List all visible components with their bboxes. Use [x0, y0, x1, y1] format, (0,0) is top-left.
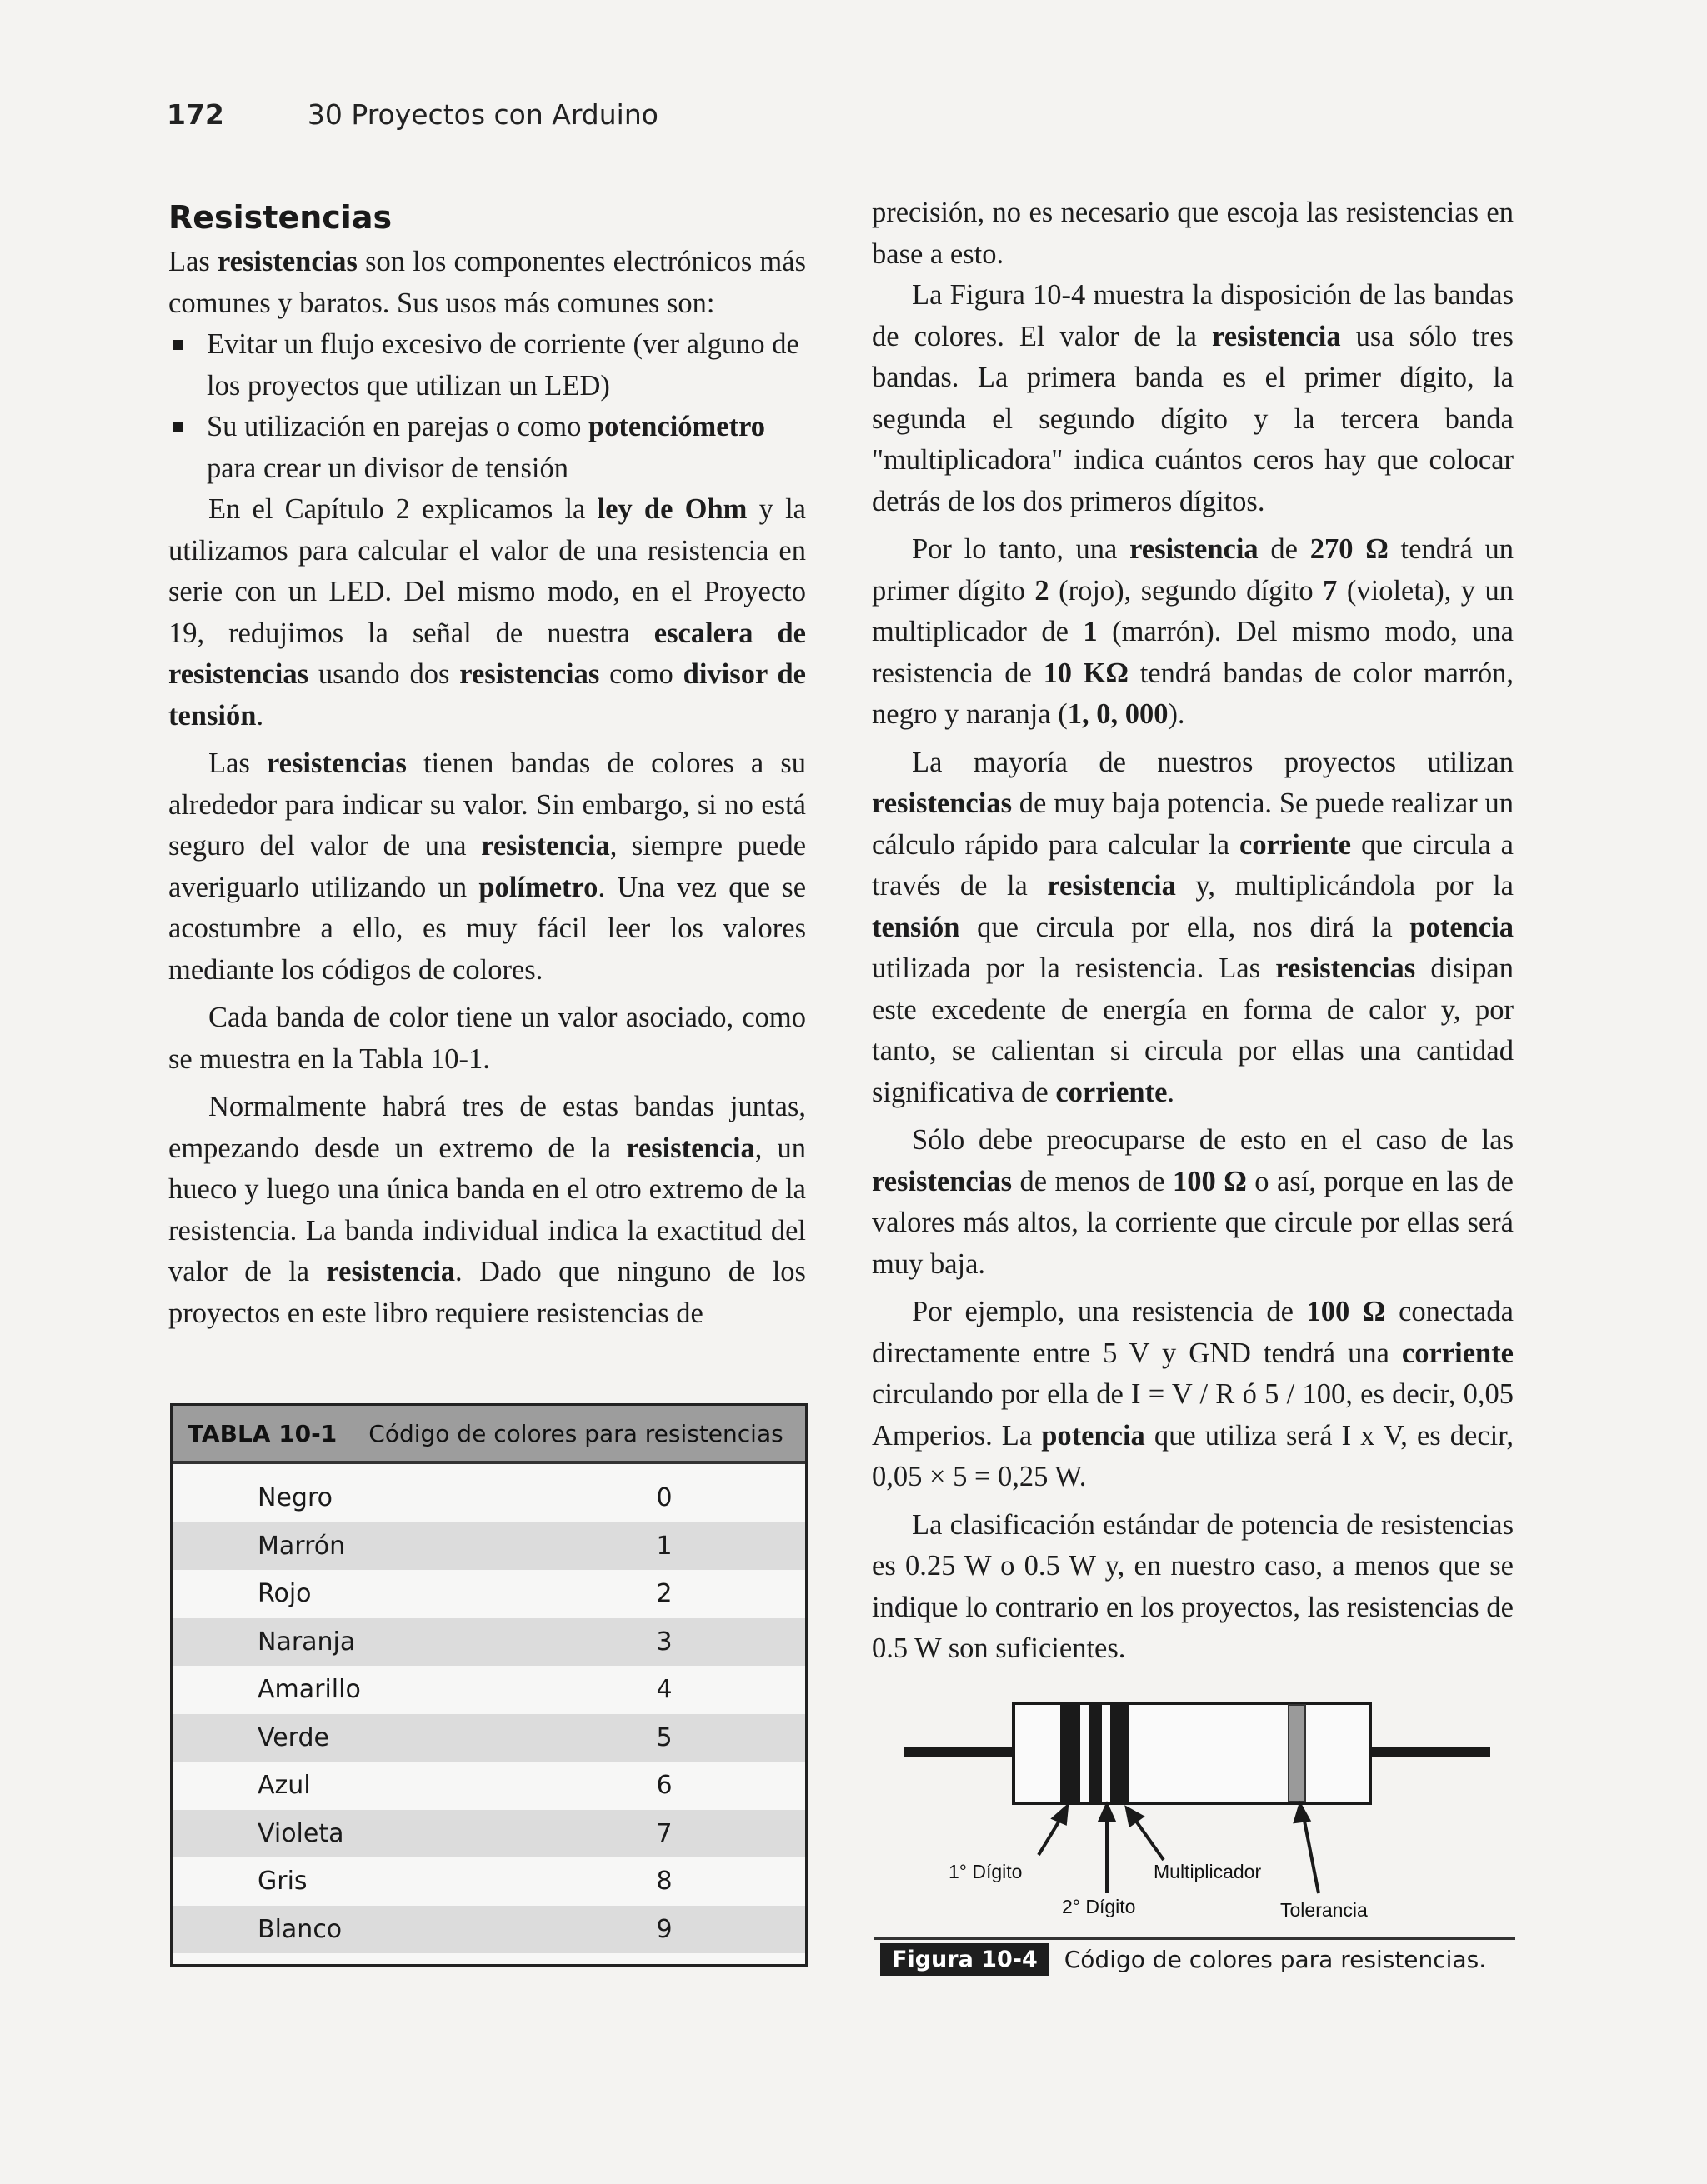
- list-item: Evitar un flujo excesivo de corriente (ver alguno de los proyectos que utilizan un LED): [168, 324, 806, 407]
- bold-term: resistencia: [626, 1132, 755, 1164]
- body-paragraph: Por ejemplo, una resistencia de 100 Ω conectada directamente entre 5 V y GND tendrá una corriente circulando por ella de I = V / R ó 5 / 100, es decir, 0,05 Amperios. La potencia que utiliza será I x V, es decir, 0,05 × 5 = 0,25 W.: [872, 1296, 1514, 1492]
- figure-label: Figura 10-4: [880, 1943, 1049, 1976]
- bullet-square-icon: [173, 340, 183, 350]
- running-header: [167, 98, 658, 131]
- left-column: [168, 197, 806, 1334]
- body-paragraph: La clasificación estándar de potencia de resistencias es 0.25 W o 0.5 W y, en nuestro caso, a menos que se indique lo contrario en los proyectos, las resistencias de 0.5 W son suficientes.: [872, 1508, 1514, 1664]
- bold-term: tensión: [872, 911, 960, 943]
- band-second-digit: [1089, 1705, 1102, 1802]
- arrow-tolerance: [1304, 1817, 1319, 1893]
- label-multiplier: Multiplicador: [1154, 1861, 1262, 1882]
- band-first-digit: [1060, 1705, 1080, 1802]
- band-multiplier: [1110, 1705, 1129, 1802]
- page-number: 172: [167, 98, 224, 131]
- table-body: [173, 1464, 805, 1953]
- body-paragraph: Normalmente habrá tres de estas bandas juntas, empezando desde un extremo de la resistencia, un hueco y luego una única banda en el otro extremo de la resistencia. La banda individual indica la exactitud del valor de la resistencia. Dado que ninguno de los proyectos en este libro requiere resistencias de: [168, 1091, 806, 1329]
- bold-term: resistencias: [217, 246, 358, 277]
- book-title: 30 Proyectos con Arduino: [307, 98, 658, 131]
- table-row: Negro 0: [258, 1483, 673, 1513]
- bold-term: escalera de resistencias: [168, 617, 806, 690]
- bold-term: resistencia: [481, 830, 610, 862]
- body-paragraph: La mayoría de nuestros proyectos utilizan resistencias de muy baja potencia. Se puede realizar un cálculo rápido para calcular la corriente que circula a través de la resistencia y, multiplicándola por la tensión que circula por ella, nos dirá la potencia utilizada por la resistencia. Las resistencias disipan este excedente de energía en forma de calor y, por tanto, se calientan si circula por ellas una cantidad significativa de corriente.: [872, 746, 1514, 1108]
- body-paragraph: Cada banda de color tiene un valor asociado, como se muestra en la Tabla 10-1.: [168, 1002, 806, 1075]
- body-paragraph: En el Capítulo 2 explicamos la ley de Ohm y la utilizamos para calcular el valor de una resistencia en serie con un LED. Del mismo modo, en el Proyecto 19, redujimos la señal de nuestra escalera de resistencias usando dos resistencias como divisor de tensión.: [168, 493, 806, 732]
- bold-term: resistencias: [872, 787, 1013, 819]
- table-row: Blanco 9: [173, 1906, 805, 1954]
- bold-term: divisor de tensión: [168, 658, 806, 732]
- bold-term: 2: [1034, 574, 1049, 607]
- arrow-multiplier: [1135, 1820, 1164, 1860]
- table-row: Gris 8: [258, 1867, 673, 1897]
- right-column: [872, 192, 1514, 1670]
- color-code-table: [170, 1403, 808, 1967]
- figure-caption-text: Código de colores para resistencias.: [1064, 1945, 1487, 1973]
- section-heading: Resistencias: [168, 199, 393, 236]
- list-item: Su utilización en parejas o como potenciómetro para crear un divisor de tensión: [168, 407, 806, 489]
- body-paragraph: La Figura 10-4 muestra la disposición de las bandas de colores. El valor de la resistencia usa sólo tres bandas. La primera banda es el primer dígito, la segunda el segundo dígito y la tercera banda "multiplicadora" indica cuántos ceros hay que colocar detrás de los dos primeros dígitos.: [872, 279, 1514, 517]
- bold-term: ley de Ohm: [597, 493, 748, 525]
- bold-term: 1: [1083, 616, 1098, 647]
- table-row: Azul 6: [258, 1771, 673, 1801]
- bold-term: 10 KΩ: [1043, 657, 1129, 689]
- table-row: Verde 5: [173, 1714, 805, 1762]
- label-tolerance: Tolerancia: [1280, 1899, 1368, 1921]
- bold-term: corriente: [1055, 1076, 1168, 1108]
- body-paragraph: Por lo tanto, una resistencia de 270 Ω tendrá un primer dígito 2 (rojo), segundo dígito 7 (violeta), y un multiplicador de 1 (marrón). Del mismo modo, una resistencia de 10 KΩ tendrá bandas de color marrón, negro y naranja (1, 0, 000).: [872, 533, 1514, 730]
- bold-term: resistencia: [1129, 533, 1259, 565]
- table-header: [173, 1406, 805, 1464]
- body-paragraph: precisión, no es necesario que escoja las resistencias en base a esto.: [872, 197, 1514, 270]
- bold-term: resistencia: [326, 1256, 456, 1287]
- bold-term: resistencia: [1212, 320, 1341, 352]
- bold-term: resistencias: [266, 747, 407, 779]
- resistor-lead-right: [1365, 1747, 1490, 1757]
- bold-term: 100 Ω: [1173, 1165, 1247, 1197]
- band-tolerance: [1289, 1705, 1305, 1802]
- body-paragraph: Las resistencias tienen bandas de colores a su alrededor para indicar su valor. Sin embargo, si no está seguro del valor de una resistencia, siempre puede averiguarlo utilizando un polímetro. Una vez que se acostumbre a ello, es muy fácil leer los valores mediante los códigos de colores.: [168, 747, 807, 986]
- table-row: Amarillo 4: [258, 1675, 673, 1705]
- arrow-first-digit: [1039, 1817, 1062, 1855]
- label-second-digit: 2° Dígito: [1062, 1896, 1136, 1917]
- table-title: Código de colores para resistencias: [368, 1419, 783, 1447]
- table-row: Naranja 3: [173, 1618, 805, 1667]
- bold-term: potencia: [1041, 1419, 1145, 1452]
- figure-caption: [874, 1937, 1515, 1978]
- bold-term: 270 Ω: [1309, 533, 1389, 565]
- table-row: Violeta 7: [173, 1810, 805, 1858]
- bold-term: corriente: [1401, 1337, 1514, 1369]
- bold-term: 7: [1323, 574, 1338, 607]
- body-paragraph: Sólo debe preocuparse de esto en el caso de las resistencias de menos de 100 Ω o así, porque en las de valores más altos, la corriente que circule por ellas será muy baja.: [872, 1124, 1514, 1280]
- table-row: Marrón 1: [173, 1522, 805, 1571]
- bold-term: potencia: [1409, 911, 1514, 943]
- bold-term: 100 Ω: [1306, 1296, 1386, 1327]
- table-row: Rojo 2: [258, 1579, 673, 1609]
- label-first-digit: 1° Dígito: [949, 1861, 1023, 1882]
- bold-term: resistencia: [1047, 870, 1176, 902]
- bold-term: resistencias: [872, 1165, 1013, 1197]
- bold-term: resistencias: [459, 658, 600, 690]
- bold-term: corriente: [1239, 828, 1352, 861]
- table-label: TABLA 10-1: [188, 1419, 338, 1447]
- bullet-list: [168, 324, 806, 489]
- intro-paragraph: Las resistencias son los componentes electrónicos más comunes y baratos. Sus usos más comunes son:: [168, 246, 806, 319]
- bold-term: polímetro: [478, 871, 598, 903]
- bold-term: resistencias: [1275, 952, 1416, 984]
- bullet-square-icon: [173, 422, 183, 432]
- bold-term: 1, 0, 000: [1067, 698, 1169, 730]
- bold-term: potenciómetro: [588, 411, 766, 442]
